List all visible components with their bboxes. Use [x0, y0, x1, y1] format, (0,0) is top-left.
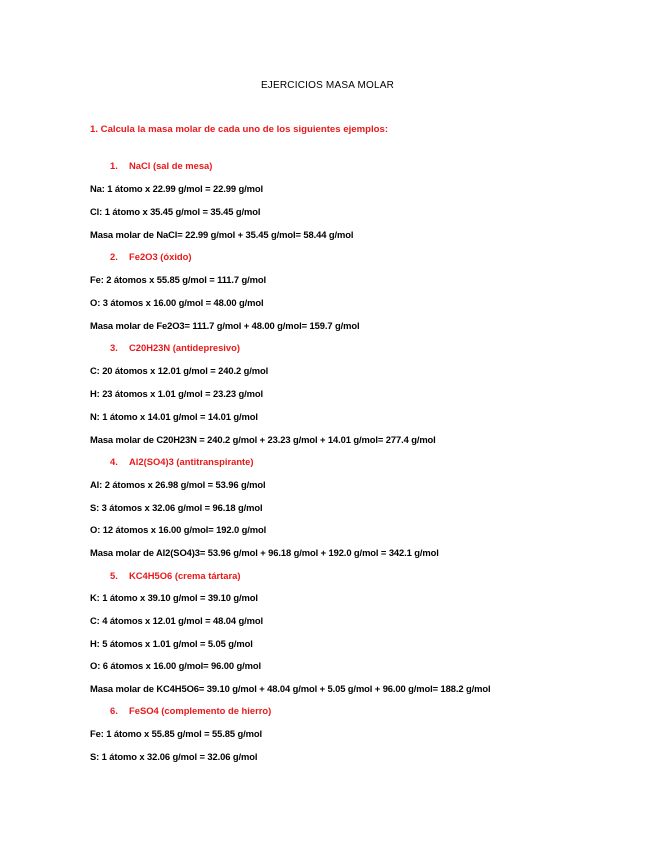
exercise-number: 3. — [110, 342, 118, 353]
calc-line: S: 3 átomos x 32.06 g/mol = 96.18 g/mol — [90, 502, 263, 513]
exercise-number: 1. — [110, 160, 118, 171]
exercise-number: 6. — [110, 705, 118, 716]
exercise-title: Fe2O3 (óxido) — [129, 251, 192, 262]
exercise-number: 4. — [110, 456, 118, 467]
calc-line: H: 23 átomos x 1.01 g/mol = 23.23 g/mol — [90, 388, 263, 399]
total-line: Masa molar de Fe2O3= 111.7 g/mol + 48.00 g/mol= 159.7 g/mol — [90, 320, 360, 331]
calc-line: H: 5 átomos x 1.01 g/mol = 5.05 g/mol — [90, 638, 253, 649]
page-title: EJERCICIOS MASA MOLAR — [260, 80, 395, 91]
calc-line: Fe: 1 átomo x 55.85 g/mol = 55.85 g/mol — [90, 728, 262, 739]
calc-line: O: 6 átomos x 16.00 g/mol= 96.00 g/mol — [90, 660, 262, 671]
exercise-title: Al2(SO4)3 (antitranspirante) — [129, 456, 254, 467]
calc-line: O: 12 átomos x 16.00 g/mol= 192.0 g/mol — [90, 524, 267, 535]
exercise-heading-2 — [110, 251, 192, 262]
total-line: Masa molar de C20H23N = 240.2 g/mol + 23.23 g/mol + 14.01 g/mol= 277.4 g/mol — [90, 434, 436, 445]
exercise-title: FeSO4 (complemento de hierro) — [129, 705, 272, 716]
total-line: Masa molar de KC4H5O6= 39.10 g/mol + 48.04 g/mol + 5.05 g/mol + 96.00 g/mol= 188.2 g/mol — [90, 683, 491, 694]
calc-line: C: 20 átomos x 12.01 g/mol = 240.2 g/mol — [90, 365, 269, 376]
calc-line: N: 1 átomo x 14.01 g/mol = 14.01 g/mol — [90, 411, 258, 422]
calc-line: Fe: 2 átomos x 55.85 g/mol = 111.7 g/mol — [90, 274, 267, 285]
calc-line: S: 1 átomo x 32.06 g/mol = 32.06 g/mol — [90, 751, 258, 762]
exercise-heading-4 — [110, 456, 254, 467]
exercise-title: C20H23N (antidepresivo) — [129, 342, 240, 353]
exercise-heading-1 — [110, 160, 212, 171]
calc-line: O: 3 átomos x 16.00 g/mol = 48.00 g/mol — [90, 297, 264, 308]
exercise-title: KC4H5O6 (crema tártara) — [129, 570, 241, 581]
exercise-heading-3 — [110, 342, 240, 353]
exercise-heading-6 — [110, 705, 271, 716]
calc-line: Cl: 1 átomo x 35.45 g/mol = 35.45 g/mol — [90, 206, 261, 217]
calc-line: C: 4 átomos x 12.01 g/mol = 48.04 g/mol — [90, 615, 263, 626]
exercise-heading-5 — [110, 570, 241, 581]
calc-line: Al: 2 átomos x 26.98 g/mol = 53.96 g/mol — [90, 479, 266, 490]
exercise-title: NaCl (sal de mesa) — [129, 160, 213, 171]
total-line: Masa molar de NaCl= 22.99 g/mol + 35.45 g/mol= 58.44 g/mol — [90, 229, 354, 240]
calc-line: K: 1 átomo x 39.10 g/mol = 39.10 g/mol — [90, 592, 258, 603]
instruction-text: 1. Calcula la masa molar de cada uno de los siguientes ejemplos: — [90, 124, 389, 135]
exercise-number: 2. — [110, 251, 118, 262]
exercise-number: 5. — [110, 570, 118, 581]
calc-line: Na: 1 átomo x 22.99 g/mol = 22.99 g/mol — [90, 183, 263, 194]
total-line: Masa molar de Al2(SO4)3= 53.96 g/mol + 96.18 g/mol + 192.0 g/mol = 342.1 g/mol — [90, 547, 439, 558]
